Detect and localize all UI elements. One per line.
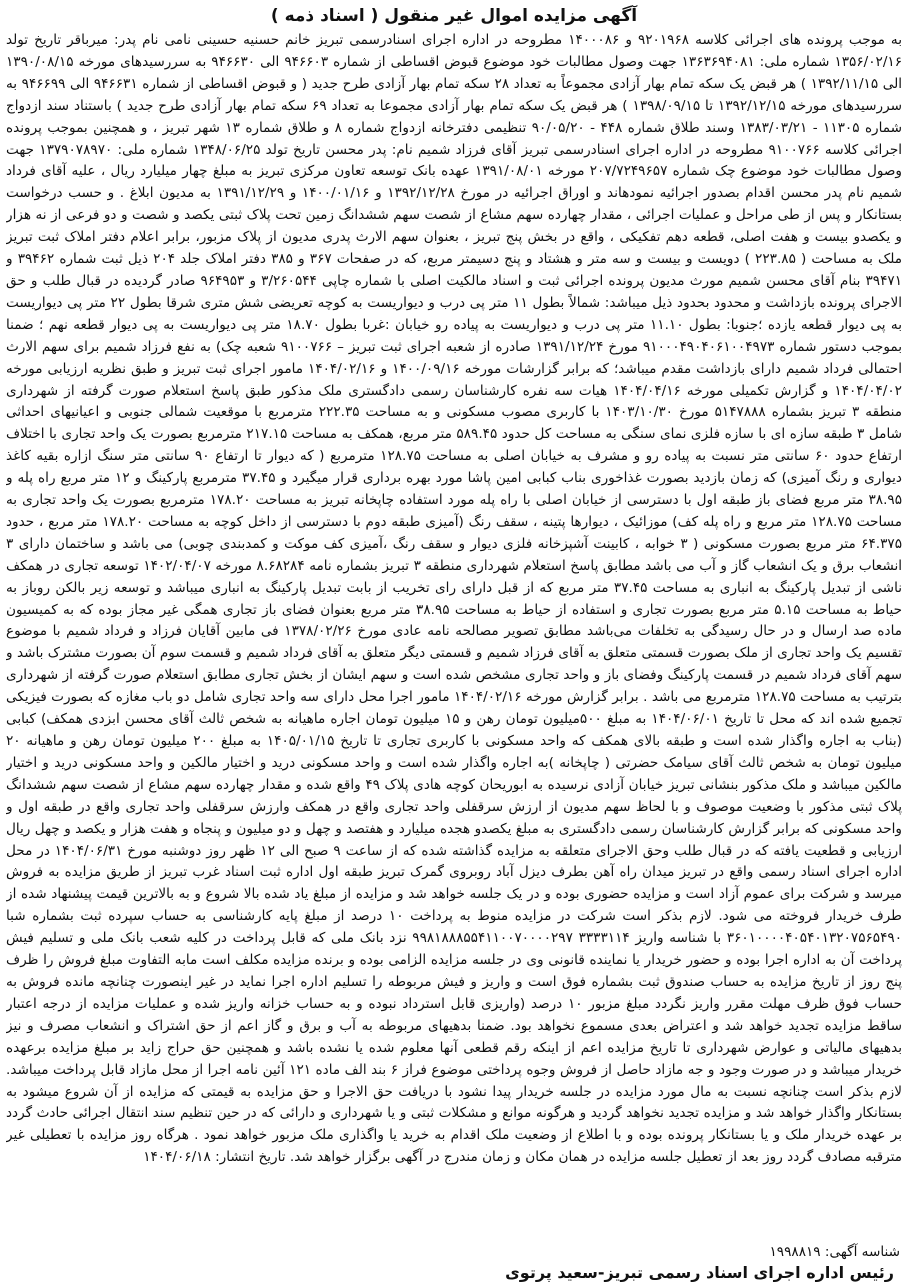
notice-id: شناسه آگهی: ۱۹۹۸۸۱۹ xyxy=(769,1244,900,1260)
signature: رئیس اداره اجرای اسناد رسمی تبریز-سعید پرتوی xyxy=(505,1263,894,1282)
notice-footer xyxy=(6,1243,902,1283)
notice-title: آگهی مزایده اموال غیر منقول ( اسناد ذمه ) xyxy=(270,6,638,26)
auction-notice xyxy=(6,4,902,1283)
notice-body: به موجب پرونده های اجرائی کلاسه ۹۲۰۱۹۶۸ و ۱۴۰۰۰۸۶ مطروحه در اداره اجرای اسنادرسمی تبریز خانم حسنیه حسینی نامی نام پدر: میرباقر تاریخ تولد ۱۳۵۶/۰۲/۱۶ شماره ملی: ۱۳۶۳۶۹۴۰۸۱ جهت وصول مطالبات خود موضوع قبوض اقساطی از شماره ۹۴۶۶۰۳ الی ۹۴۶۶۳۰ به سررسیدهای مورخه ۱۳۹۰/۰۸/۱۵ الی ۱۳۹۲/۱۱/۱۵ ) هر قبض یک سکه تمام بهار آزادی مجموعاً به تعداد ۲۸ سکه تمام بهار آزادی طرح جدید ( و قبوض اقساطی از شماره ۹۴۶۶۳۱ الی ۹۴۶۶۹۹ به سررسیدهای مورخه ۱۳۹۲/۱۲/۱۵ تا ۱۳۹۸/۰۹/۱۵ ) هر قبض یک سکه تمام بهار آزادی مجموعا به تعداد ۶۹ سکه تمام بهار آزادی طرح جدید ) باستناد سند ازدواج شماره ۱۱۳۰۵ - ۱۳۸۳/۰۳/۲۱ وسند طلاق شماره ۴۴۸ - ۹۰/۰۵/۲۰ تنظیمی دفترخانه ازدواج شماره ۸ و طلاق شماره ۱۳ شهر تبریز ، و همچنین بموجب پرونده اجرائی کلاسه ۹۱۰۰۷۶۶ مطروحه در اداره اجرای اسنادرسمی تبریز آقای فرزاد شمیم نام: پدر محسن تاریخ تولد ۱۳۴۸/۰۶/۲۵ شماره ملی: ۱۳۷۹۰۷۸۹۷۰ جهت وصول مطالبات خود موضوع چک شماره ۲۰۷/۷۲۴۹۶۵۷ مورخه ۱۳۹۱/۰۸/۰۱ عهده بانک توسعه تعاون مرکزی تبریز به مبلغ چهار میلیارد ریال ، علیه آقای فرداد شمیم نام پدر محسن اقدام بصدور اجرائیه نمودهاند و اوراق اجرائیه در مورخ ۱۳۹۲/۱۲/۲۸ و ۱۴۰۰/۰۱/۱۶ و ۱۳۹۱/۱۲/۲۹ به مدیون ابلاغ . و حسب درخواست بستانکار و پس از طی مراحل و عملیات اجرائی ، مقدار چهارده سهم مشاع از شصت سهم ششدانگ زمین تحت پلاک ثبتی یکصد و شصت و دو فرعی از نه هزار و یکصدو بیست و هفت اصلی، قطعه دهم تفکیکی ، واقع در بخش پنج تبریز ، بعنوان سهم الارث پدری مدیون از پلاک مزبور، برابر اعلام دفتر املاک ثبت تبریز ملک به مساحت ( ۲۲۳.۸۵ ) دویست و بیست و سه متر و هشتاد و پنج دسیمتر مربع، که در صفحات ۳۶۷ و ۳۸۵ دفتر املاک جلد ۲۰۴ ذیل ثبت شماره ۳۹۴۶۲ و ۳۹۴۷۱ بنام آقای محسن شمیم مورث مدیون پرونده اجرائی ثبت و اسناد مالکیت اصلی با شماره چاپی ۳/۲۶۰۵۴۴ و ۹۶۴۹۵۳ صادر گردیده در قبال طلب و حق الاجرای پرونده بازداشت و محدود بحدود ذیل میباشد: شمالاً بطول ۱۱ متر پی درب و دیواریست به کوچه تعریضی شش متری شرقا بطول ۲۲ متر پی دیواریست به پی دیوار قطعه یازده ؛جنوبا: بطول ۱۱.۱۰ متر پی درب و دیواریست به پیاده رو خیابان :غربا بطول ۱۸.۷۰ متر پی دیواریست به پی دیوار قطعه نهم ؛ ضمنا بموجب دستور شماره ۹۱۰۰۰۴۹۰۴۰۶۱۰۰۴۹۷۳ مورخ ۱۳۹۱/۱۲/۲۴ صادره از شعبه اجرای ثبت تبریز – ۹۱۰۰۷۶۶ شعبه چک) به نفع فرزاد شمیم برای سهم الارث احتمالی فرداد شمیم دارای بازداشت مقدم میباشد؛ که برابر گزارشات مورخه ۱۴۰۰/۰۹/۱۶ و ۱۴۰۴/۰۲/۱۶ مامور اجرای ثبت تبریز و طبق نظریه ارزیابی مورخه ۱۴۰۴/۰۴/۰۲ و گزارش تکمیلی مورخه ۱۴۰۴/۰۴/۱۶ هیات سه نفره کارشناسان رسمی دادگستری ملک مذکور طبق پاسخ استعلام صورت گرفته از شهرداری منطقه ۳ تبریز بشماره ۵۱۴۷۸۸۸ مورخ ۱۴۰۳/۱۰/۳۰ با کاربری مصوب مسکونی و به مساحت ۲۲۲.۳۵ مترمربع با موقعیت شمالی جنوبی و اعیانیهای احداثی شامل ۳ طبقه سازه ای با سازه فلزی نمای سنگی به مساحت کل حدود ۵۸۹.۴۵ متر مربع، همکف به مساحت ۲۱۷.۱۵ مترمربع بصورت یک واحد تجاری با اختلاف ارتفاع حدود ۶۰ سانتی متر نسبت به پیاده رو و مشرف به خیابان اصلی به مساحت ۱۲۸.۷۵ مترمربع ( که دیوار تا ارتفاع ۹۰ سانتی متر سنگ ازاره بقیه کاغذ دیواری و رنگ آمیزی) که زمان بازدید بصورت غذاخوری بناب کبابی امین پاشا مورد بهره برداری قرار میگیرد و ۳۷.۴۵ مترمربع پارکینگ و ۱۲ متر مربع راه پله و ۳۸.۹۵ متر مربع فضای باز طبقه اول با دسترسی از خیابان اصلی با راه پله مورد استفاده چاپخانه تبریز به مساحت ۱۷۸.۲۰ مترمربع بصورت یک واحد تجاری به مساحت ۱۲۸.۷۵ متر مربع و راه پله کف) موزائیک ، دیوارها پتینه ، سقف رنگ (آمیزی طبقه دوم با دسترسی از داخل کوچه به مساحت ۱۷۸.۲۰ متر مربع ، حدود ۶۴.۳۷۵ متر مربع بصورت مسکونی ( ۳ خوابه ، کابینت آشپزخانه فلزی دیوار و سقف رنگ ،آمیزی کف موکت و کمدبندی چوبی) می باشد و ساختمان دارای ۳ انشعاب برق و یک انشعاب گاز و آب می باشد مطابق پاسخ استعلام شهرداری منطقه ۳ تبریز بشماره نامه ۸.۶۸۲۸۴ مورخه ۱۴۰۲/۰۴/۰۷ توسعه تجاری در همکف ناشی از تبدیل پارکینگ به انباری به مساحت ۳۷.۴۵ متر مربع که از قبل دارای رای تخریب از بابت تبدیل پارکینگ به انباری میباشد و توسعه زیر بالکن روباز به حیاط به مساحت ۵.۱۵ متر مربع بصورت تجاری و استفاده از حیاط به مساحت ۳۸.۹۵ متر مربع بعنوان فضای باز تجاری همگی غیر مجاز بوده که به کمیسیون ماده صد ارسال و در حال رسیدگی به تخلفات می‌باشد مطابق تصویر مصالحه نامه عادی مورخ ۱۳۷۸/۰۲/۲۶ فی مابین آقایان فرزاد و فرداد شمیم با موضوع تقسیم یک واحد تجاری از ملک بصورت قسمتی متعلق به آقای فرزاد شمیم و قسمتی دیگر متعلق به آقای فرداد شمیم و قسمت سوم آن بصورت مشترک باشد و سهم آقای فرداد شمیم در قسمت پارکینگ وفضای باز و واحد تجاری مشخص شده است و سهم ایشان از بخش تجاری مطابق استعلام صورت گرفته از شهرداری بترتیب به مساحت ۱۲۸.۷۵ مترمربع می باشد . برابر گزارش مورخه ۱۴۰۴/۰۲/۱۶ مامور اجرا محل دارای سه واحد تجاری شامل دو باب مغازه که بصورت فیزیکی تجمیع شده اند که محل تا تاریخ ۱۴۰۴/۰۶/۰۱ به مبلغ ۵۰۰میلیون تومان رهن و ۱۵ میلیون تومان اجاره ماهیانه به شخص ثالث آقای محسن ابزدی همکف) کبابی (بناب به اجاره واگذار شده است و طبقه بالای همکف که واحد مسکونی با کاربری تجاری تا تاریخ ۱۴۰۵/۰۱/۱۵ به مبلغ ۲۰۰ میلیون تومان رهن و ماهیانه ۲۰ میلیون تومان به شخص ثالث آقای سیامک حضرتی ( چاپخانه )به اجاره واگذار شده است و واحد مسکونی درید و اختیار مالکین و واحد مسکونی درید و اختیار مالکین میباشد و ملک مذکور بنشانی تبریز خیابان آزادی نرسیده به ابوریحان کوچه هادی پلاک ۴۹ واقع شده و مقدار چهارده سهم مشاع از شصت سهم ششدانگ پلاک ثبتی مذکور با وضعیت موصوف و با لحاظ سهم مدیون از ارزش سرقفلی واحد تجاری واقع در همکف وارزش سرقفلی واحد تجاری واقع در طبقه اول و واحد مسکونی که برابر گزارش کارشناسان رسمی دادگستری به مبلغ یکصدو هجده میلیارد و هفتصد و چهل و دو میلیون و پنجاه و هفت هزار و یکصد و چهل ریال ارزیابی و قطعیت یافته که در قبال طلب وحق الاجرای متعلقه به مزایده گذاشته شده که از ساعت ۹ صبح الی ۱۲ ظهر روز دوشنبه مورخ ۱۴۰۴/۰۶/۳۱ در محل اداره اجرای اسناد رسمی واقع در تبریز میدان راه آهن بطرف دیزل آباد روبروی گمرک تبریز طبقه اول اداره ثبت اسناد غرب تبریز از طریق مزایده به فروش میرسد و شرکت برای عموم آزاد است و مزایده حضوری بوده و در یک جلسه خواهد شد و مزایده از مبلغ یاد شده بالا شروع و به بالاترین قیمت پیشنهاد شده از طرف خریدار فروخته می شود. لازم بذکر است شرکت در مزایده منوط به پرداخت ۱۰ درصد از مبلغ پایه کارشناسی به حساب سپرده ثبت بشماره شبا ۳۶۰۱۰۰۰۰۴۰۵۴۰۱۳۲۰۷۵۶۵۴۹۰ با شناسه واریز ۳۳۳۳۱۱۴ ۹۹۸۱۸۸۸۵۵۴۱۱۰۰۷۰۰۰۰۲۹۷ نزد بانک ملی که قابل پرداخت در کلیه شعب بانک ملی و تسلیم فیش پرداخت آن به اداره اجرا بوده و حضور خریدار یا نماینده قانونی وی در جلسه مزایده الزامی بوده و برنده مزایده مکلف است مابه التفاوت مبلغ فروش را ظرف پنج روز از تاریخ مزایده به حساب صندوق ثبت بشماره فوق است و واریز و فیش مربوطه را تسلیم اداره اجرا نماید در غیر اینصورت چنانچه مانده فروش به حساب فوق ظرف مهلت مقرر واریز نگردد مبلغ مزبور ۱۰ درصد (واریزی قابل استرداد نبوده و به حساب خزانه واریز شده و عملیات مزایده از درجه اعتبار ساقط مزایده تجدید خواهد شد و اعتراض بعدی مسموع نخواهد بود. ضمنا بدهیهای مربوطه به آب و برق و گاز اعم از حق اشتراک و انشعاب مصرف و نیز بدهیهای مالیاتی و عوارض شهرداری تا تاریخ مزایده اعم از اینکه رقم قطعی آنها معلوم شده یا نشده باشد و همچنین حق حراج زاید بر مبلغ مزایده برعهده خریدار میباشد و در صورت وجود و جه مازاد حاصل از فروش وجوه پرداختی موضوع فراز ۶ بند الف ماده ۱۲۱ آئین نامه اجرا از محل مازاد قابل پرداخت میباشد. لازم بذکر است چنانچه نسبت به مال مورد مزایده در جلسه خریدار پیدا نشود با دریافت حق الاجرا و حق مزایده به قیمتی که مزایده از آن شروع میشود به بستانکار واگذار خواهد شد و مزایده تجدید نخواهد گردید و هرگونه موانع و مشکلات ثبتی و یا شهرداری و دارائی که در حین تنظیم سند انتقال اجرائی حادث گردد بر عهده خریدار ملک و یا بستانکار پرونده بوده و با اطلاع از وضعیت ملک اقدام به خرید یا واگذاری ملک مزبور خواهد نمود . هرگاه روز مزایده با تعطیلی غیر مترقبه مصادف گردد روز بعد از تعطیل جلسه مزایده در همان مکان و زمان مندرج در آگهی برگزار خواهد شد. تاریخ انتشار: ۱۴۰۴/۰۶/۱۸ xyxy=(6,32,902,1166)
